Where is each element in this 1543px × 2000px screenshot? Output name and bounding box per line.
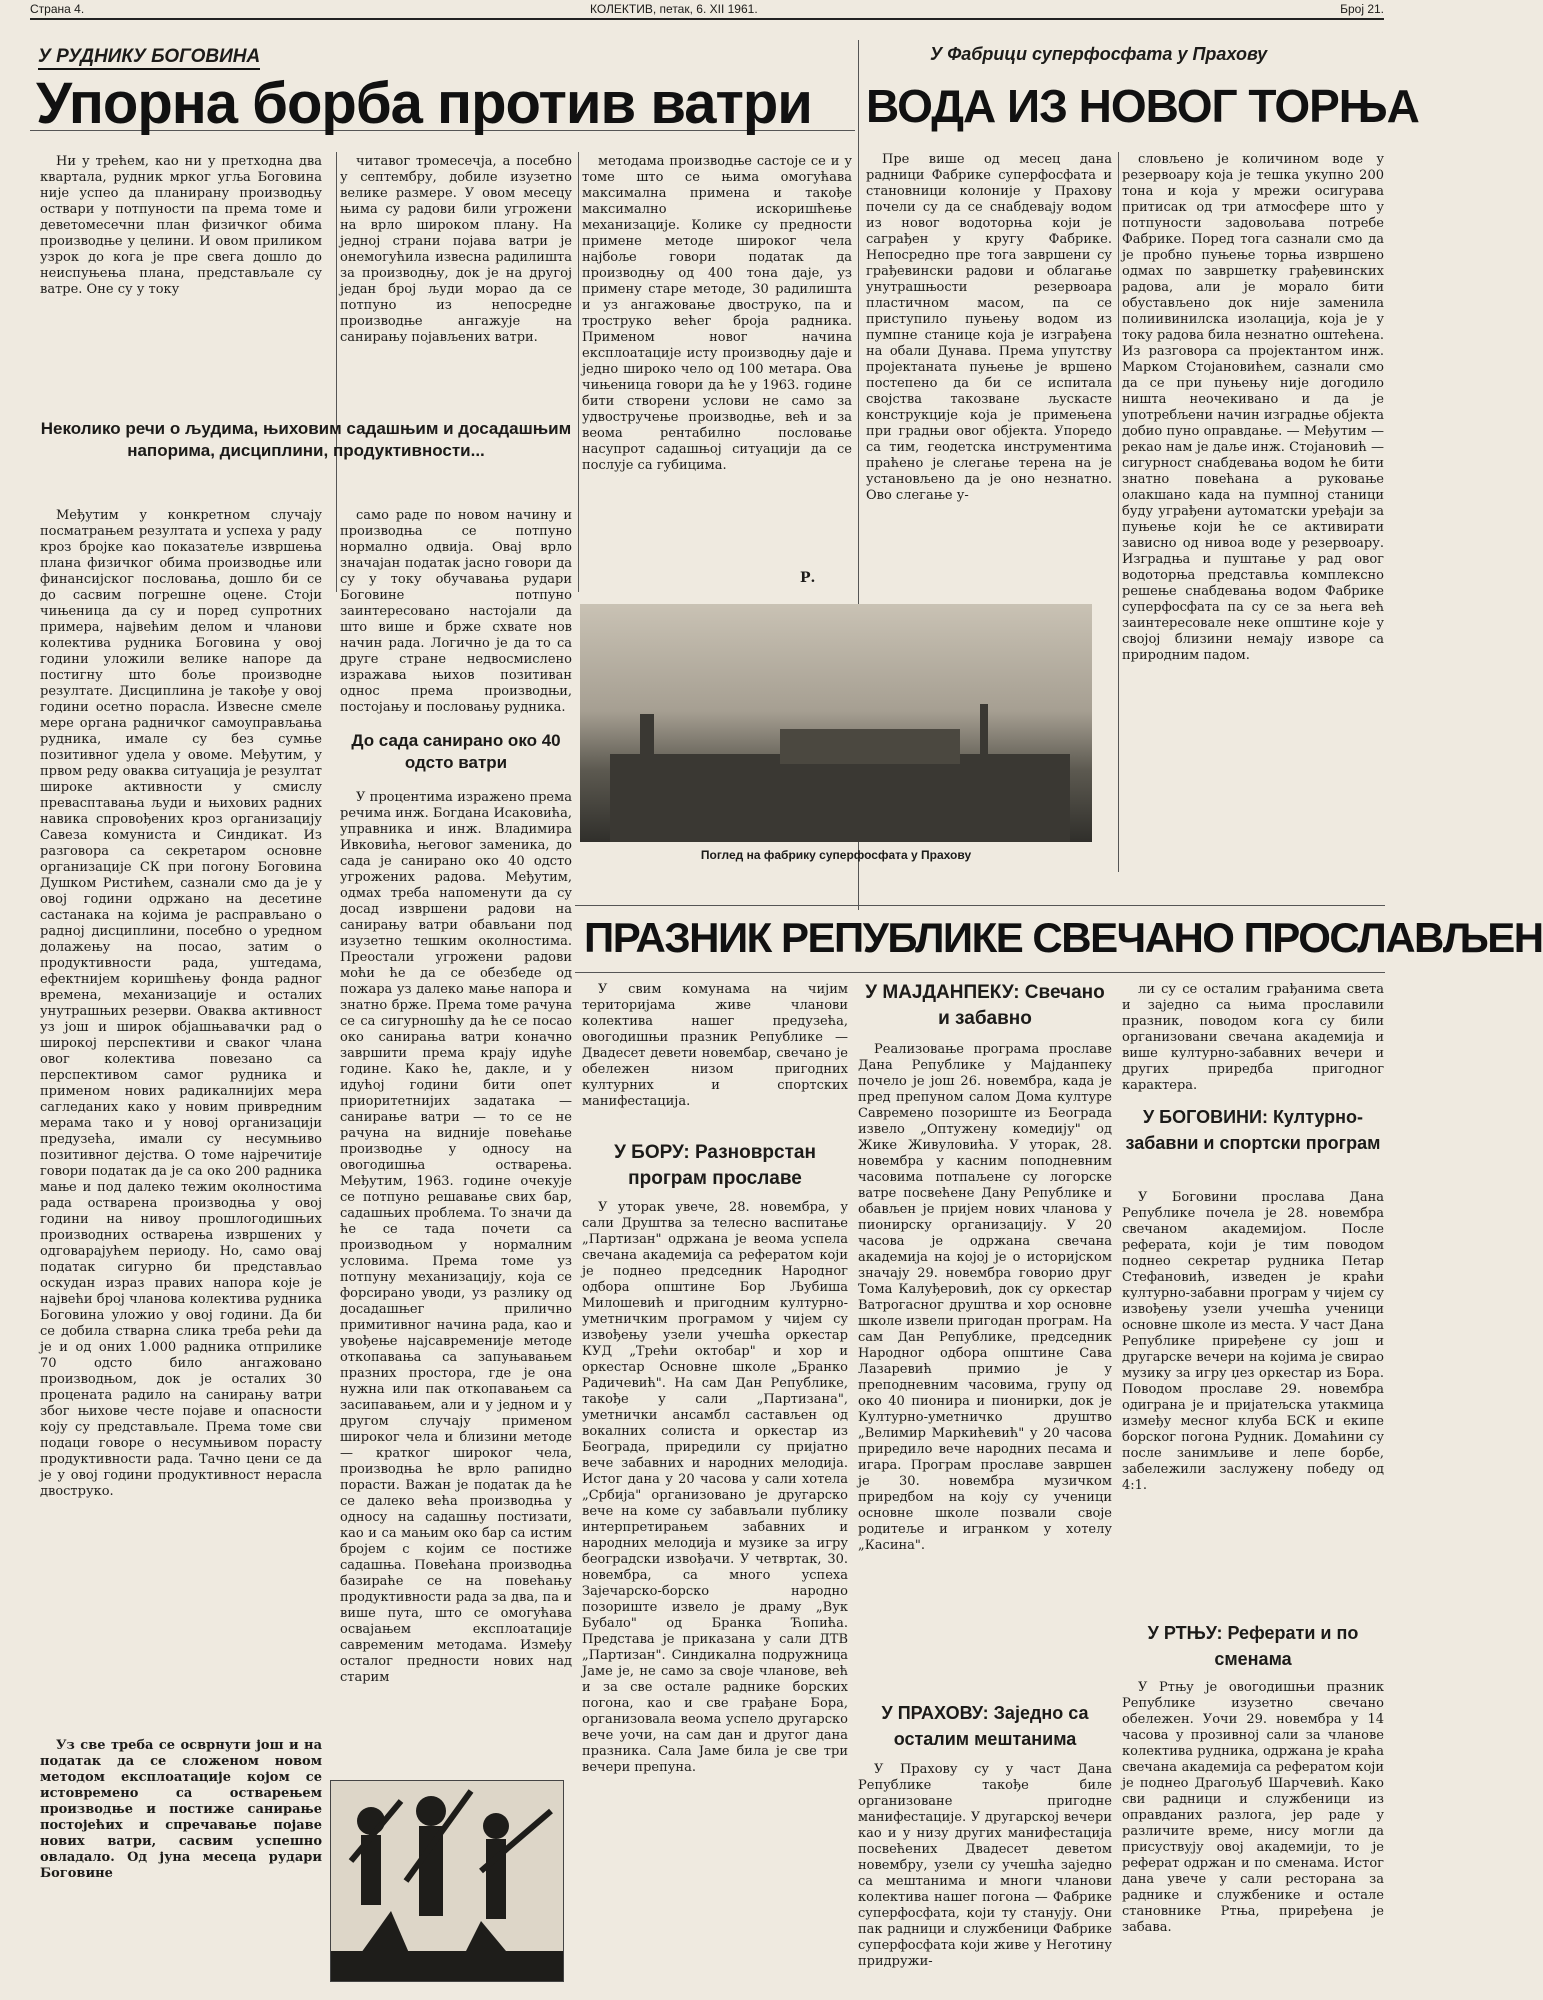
left-col3: методама производње састоје се и у томе што се њима омогућава максимална примена и такође максимално искоришћење механизације. Колике су предности примене методе широког чела најбоље говори податак да производњу од 400 тона даје, уз примену старе методе, 30 радилишта и уз ангажовање двоструко, па и троструко већег броја радника. Применом новог начина експлоатације исту производњу даје и једно широко чело од 100 метара. Ова чињеница говори да ће у 1963. године бити створени услови не само за удвостручење производње, већ и за веома рентабилно пословање насупрот садашњој ситуацији да се послује са губицима.	[582, 154, 852, 473]
right-kicker: У Фабрици суперфосфата у Прахову	[930, 44, 1268, 64]
masthead	[30, 0, 1384, 20]
column-divider	[1118, 152, 1119, 872]
left-signature: Р.	[800, 570, 816, 586]
right-headline: ВОДА ИЗ НОВОГ ТОРЊА	[866, 80, 1419, 132]
majdanpek-text: Реализовање програма прославе Дана Републике у Мајданпеку почело је још 26. новембра, када је пред препуном салом Дома културе Савремено позориште из Београда извело „Оптужену комедију" од Жике Живуловића. У уторак, 28. новембра у касним поподневним часовима потпаљене су логорске ватре посвећене Дану Републике и обављен је пријем нових чланова у пионирску организацију. У 20 часова је одржана свечана академија на којој је о историјском значају 29. новембра говорио друг Тома Калуђеровић, док су оркестар Ватрогасног друштва и хор основне школе извели пригодан програм. На сам Дан Републике, председник Народног одбора општине Сава Лазаревић примио је у преподневним часовима, групу од око 40 пионира и пионирки, док је Културно-уметничко друштво „Велимир Маркићевић" у 20 часова приредило вече народних песама и игара. Програм прославе завршен је 30. новембра музичком приредбом на коју су ученици основне школе позвали своје родитеље и игранком у хотелу „Касина".	[858, 1042, 1112, 1553]
left-col2-after: У процентима изражено према речима инж. Богдана Исаковића, управника и инж. Владимира Ивковића, његовог заменика, до сада је санирано око 40 одсто угрожених радова. Међутим, одмах треба напоменути да су досад извршени радови на санирању ватри обављани под изузетно тешким околностима. Преостали угрожени радови моћи ће да се обезбеде од пожара уз далеко мање напора и знатно брже. Према томе рачуна се са сигурношћу да ће се посао око санирања ватри коначно завршити према крају идуће године. Како ће, дакле, и у идућој години бити опет приоритетнијих задатака — санирање ватри — то се не рачуна на видније повећање производње у односу на овогодишња остварења. Међутим, 1963. године очекује се потпуно решавање свих бар, садашњих проблема. То значи да ће се тада почети са производњом у нормалним условима. Према томе уз потпуну механизацију, која се форсирано уводи, уз разлику од досадашњег прилично примитивног начина рада, као и увођење најсавременије методе откопавања са запуњавањем празних простора, где је она нужна или пак откопавањем са засипавањем, али и у једном и у другом случају применом широког чела и близини методе — кратког широког чела, производња ће врло рапидно порасти. Важан је податак да ће се далеко већа производња у односу на садашњу постизати, као и са мањим око бар са истим бројем с којим се постиже садашња. Повећана производња базираће се на повећању продуктивности рада за два, па и више пута, што се омогућава освајањем експлоатације савременим методама. Између осталог предности нових над старим	[340, 790, 572, 1685]
left-subheading-2: До сада санирано око 40 одсто ватри	[351, 731, 561, 772]
column-divider	[578, 152, 579, 592]
left-kicker: У РУДНИКУ БОГОВИНА	[38, 46, 260, 70]
rtanj-heading: У РТЊУ: Реферати и по сменама	[1147, 1623, 1359, 1669]
section-divider	[575, 905, 1385, 906]
left-col1-main: Међутим у конкретном случају посматрањем резултата и успеха у раду кроз бројке као показатеље извршења плана физичког обима производње или финансијског пословања, дошло би се до сасвим погрешне оцене. Стоји чињеница да су и поред супротних примера, највећим делом и чланови колектива рудника Боговина у овој години уложили велике напоре да постигну што боље производне резултате. Дисциплина је такође у овој години осетно порасла. Извесне смеле мере органа радничког самоуправљања рудника, имале су без сумње позитивног удела у овоме. Међутим, у првом реду оваква ситуација је резултат широке активности у смислу превасптавања људи и њихових радних навика спровођених кроз организацију Савеза комуниста и Синдикат. Из разговора са секретаром основне организације СК при погону Боговина Душком Ристићем, сазнали смо да је у овој години одржано на десетине састанака на којима је расправљано о радној дисциплини, посебно о уредном долажењу на посао, затим о продуктивности рада, уштедама, ефектнијем коришћењу фонда радног времена, механизације и осталих унутрашњих резерви. Оваква активност уз још и широк објашњавачки рад о широкој перспективи и сваког члана овог колектива повезано са перспективом самог рудника и применом нових радикалнијих мера сагледаних како у новим привредним мерама тако и у новој организацији предузећа, имали су несумњиво позитивног дејства. О томе најречитије говори податак да је са око 200 радника мање и под далеко тежим околностима рада остварена производња у овој години на нивоу прошлогодишњих производних остварења извршених у одговарајућем периоду. Но, само овај податак сигурно би представљао оскудан израз правих напора које је највећи број чланова колектива рудника Боговина уложио у овој години. Да би се добила стварна слика треба рећи да је и од оних 1.000 радника отприлике 70 одсто било ангажовано производњом, док је осталих 30 процената радило на санирању ватри због њихове честе појаве и опасности коју су представљале. Према томе сви подаци говоре о несумњивом порасту продуктивности рада. Тачно цени се да је у овој години продуктивност нерасла двоструко.	[40, 508, 322, 1499]
left-col1-end: Уз све треба се осврнути још и на податак да се сложеном новом методом експлоатације којом се истовремено са остварењем производње и постиже санирање постојећих и спречавање појаве нових ватри, сасвим успешно овладало. Од јуна месеца рудари Боговине	[40, 1738, 322, 1881]
holiday-intro: У свим комунама на чијим територијама живе чланови колектива нашег предузећа, овогодишњи празник Републике — Двадесет девети новембар, свечано је обележен низом пригодних културних и спортских манифестација.	[582, 982, 848, 1109]
bogovina-heading: У БОГОВИНИ: Културно-забавни и спортски програм	[1125, 1107, 1381, 1153]
issue-number: Број 21.	[1340, 2, 1384, 16]
prahovo-heading: У ПРАХОВУ: Заједно са осталим мештанима	[881, 1703, 1089, 1749]
holiday-col4-continued: ли су се осталим грађанима света и заједно са њима прославили празник, поводом кога су били организовани свечана академија и више културно-забавних вечери и других приредба пригодног карактера.	[1122, 982, 1384, 1093]
column-divider	[336, 152, 337, 592]
majdanpek-heading: У МАЈДАНПЕКУ: Свечано и забавно	[865, 982, 1105, 1029]
rtanj-text: У Ртњу је овогодишњи празник Републике изузетно свечано обележен. Уочи 29. новембра у 14 часова у прозивној сали за чланове колектива рудника, одржана је краћа свечана академија са рефератом који је поднео Драгољуб Шарчевић. Како сви радници и службеници из оправданих разлога, јер раде у различите време, нису могли да присуствују овој академији, то је реферат одржан и по сменама. Истог дана увече у сали ресторана за раднике и службенике и остале становнике Ртња, приређена је забава.	[1122, 1680, 1384, 1935]
left-subheading-1: Неколико речи о људима, њиховим садашњим и досадашњим напорима, дисциплини, продуктивности...	[40, 419, 572, 460]
bor-text: У уторак увече, 28. новембра, у сали Друштва за телесно васпитање „Партизан" одржана је веома успела свечана академија са рефератом који је поднео председник Народног одбора општине Бор Љубиша Милошевић и пригодним културно-уметничким програмом у чијем су извођењу узели учешћа оркестар КУД „Трећи октобар" и хор и оркестар Основне школе „Бранко Радичевић". На сам Дан Републике, такође у сали „Партизана", уметнички ансамбл састављен од вокалних солиста и оркестар из Београда, приредили су пријатно вече забавних и народних мелодија. Истог дана у 20 часова у сали хотела „Србија" организовано је другарско вече на коме су забављали публику интерпретирањем забавних и народних мелодија и музике за игру београдски извођачи. У четвртак, 30. новембра, са много успеха Зајечарско-борско народно позориште извело је драму „Вук Бубало" од Бранка Ћопића. Представа је приказана у сали ДТВ „Партизан". Синдикална подружница Јаме је, не само за своје чланове, већ и за све остале раднике борских погона, као и све грађане Бора, организовала веома успело другарско вече уочи, на сам дан и другог дана празника. Сала Јаме била је све три вечери препуна.	[582, 1200, 848, 1775]
left-headline: Упорна борба против ватри	[36, 71, 812, 136]
holiday-headline: ПРАЗНИК РЕПУБЛИКЕ СВЕЧАНО ПРОСЛАВЉЕН	[584, 914, 1543, 961]
section-divider	[575, 972, 1385, 973]
woodcut-illustration	[330, 1780, 564, 1982]
prahovo-text: У Прахову су у част Дана Републике такође биле организоване пригодне манифестације. У другарској вечери као и у низу других манифестација посвећених Двадесет деветом новембру, узели су учешћа заједно са мештанима и многи чланови колектива нашег погона — Фабрике суперфосфата, који ту станују. Они пак радници и службеници Фабрике суперфосфата који живе у Неготину придружи-	[858, 1762, 1112, 1969]
bor-heading: У БОРУ: Разноврстан програм прославе	[614, 1142, 816, 1189]
photo-caption: Поглед на фабрику суперфосфата у Прахову	[700, 848, 972, 862]
factory-photo	[580, 604, 1092, 842]
bogovina-text: У Боговини прослава Дана Републике почела је 28. новембра свечаном академијом. После реферата, који је тим поводом поднео секретар рудника Петар Стефановић, изведен је краћи културно-забавни програм у чијем су извођењу узели учешћа ученици основне школе из места. У част Дана Републике приређене су још и другарске вечери на којима је свирао музику за игру џез оркестар из Бора. Поводом прославе 29. новембра одиграна је и пријатељска утакмица између месног клуба БСК и екипе борског погона Рудник. Домаћини су после занимљиве и лепе борбе, забележили заслужену победу од 4:1.	[1122, 1190, 1384, 1493]
right-col1: Пре више од месец дана радници Фабрике суперфосфата и становници колоније у Прахову почели су да се снабдевају водом из новог водоторња који је саграђен у кругу Фабрике. Непосредно пре тога завршени су грађевински радови и облагање унутрашњости резервоара пластичном масом, па се приступило пуњењу водом из пумпне станице која је изграђена на обали Дунава. Према упутству пројектаната пуњење је вршено постепено да би се испитала својства такозване љускасте конструкције која је примењена при градњи овог објекта. Упоредо са тим, геодетска инструментима праћено је слегање терена на је установљено да је оно незнатно. Ово слегање у-	[866, 152, 1112, 503]
masthead-date: КОЛЕКТИВ, петак, 6. XII 1961.	[590, 2, 758, 16]
right-col2: словљено је количином воде у резервоару која је тешка укупно 200 тона и која у мрежи осигурава притисак од три атмосфере што у потпуности задовољава потребе Фабрике. Поред тога сазнали смо да је пробно пуњење торња извршено одмах по завршетку грађевинских радова, али је морало бити обустављено док није заменила полиивинилска изолација, која је у току радова била незнатно оштећена. Из разговора са пројектантом инж. Марком Стојановићем, сазнали смо да се при пуњењу није догодило ништа неочекивано и да је употребљени начин изградње објекта добио пуно оправдање. — Међутим — рекао нам је даље инж. Стојановић — сигурност снабдевања водом ће бити знатно повећана а руковање олакшано када на пумпној станици буду уграђени аутоматски уређаји за пуњење који ће се активирати зависно од нивоа воде у резервоару. Изградња и пуштање у рад овог водоторња представља комплексно решење снабдевања водом Фабрике суперфосфата па су се за њега већ заинтересовале неке општине које у својој близини немају изворе са природним падом.	[1122, 152, 1384, 663]
left-col1-intro: Ни у трећем, као ни у претходна два квартала, рудник мрког угља Боговина није успео да планирану производњу оствари у потпуности па према томе и деветомесечни план физичког обима производње у целини. И овом приликом узрок до кога је пре свега дошло до неиспуњења плана, представљале су ватре. Оне су у току	[40, 154, 322, 297]
left-col2-intro: читавог тромесечја, а посебно у септембру, добиле изузетно велике размере. У овом месецу њима су радови били угрожени на врло широком плану. На једној страни појава ватри је онемогућила извесна радилишта за производњу, док је на другој један број људи морао да се потпуно из непосредне производње ангажује на санирању појављених ватри.	[340, 154, 572, 345]
page-number: Страна 4.	[30, 2, 85, 16]
left-col2-main: само раде по новом начину и производња се потпуно нормално одвија. Овај врло значајан податак јасно говори да су у току обучавања рудари Боговине потпуно заинтересовано настојали да што више и брже схвате нов начин рада. Логично је да то са друге стране недвосмислено изражава њихов позитиван однос према производњи, постојању и пословању рудника.	[340, 508, 572, 715]
